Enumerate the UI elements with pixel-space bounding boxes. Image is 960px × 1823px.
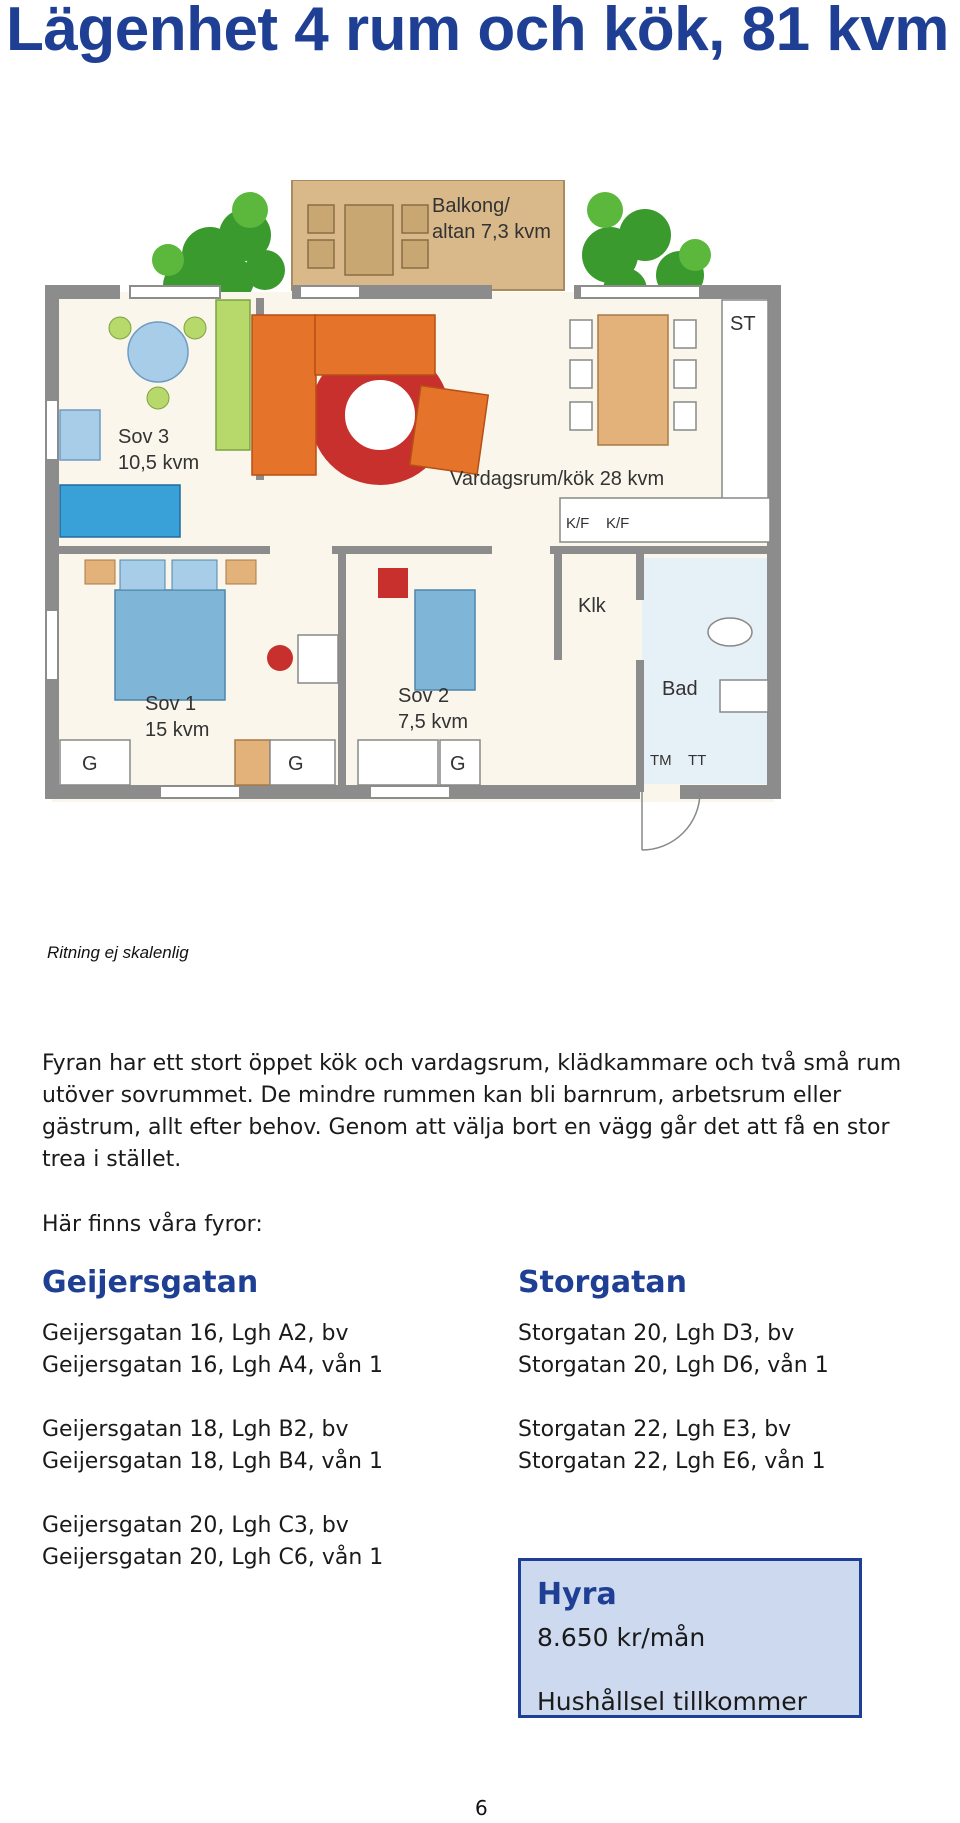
intro-text: Här finns våra fyror: (42, 1212, 263, 1237)
address-line: Storgatan 20, Lgh D3, bv (518, 1321, 795, 1346)
address-column-geijersgatan (42, 1262, 472, 1606)
address-group (518, 1318, 938, 1382)
floor-plan-drawing (40, 180, 920, 990)
toilet (708, 618, 752, 646)
heading-storgatan: Storgatan (518, 1265, 688, 1300)
balcony-label-2: altan 7,3 kvm (432, 221, 551, 243)
bed-single (415, 590, 475, 690)
red-chair (378, 568, 408, 598)
bed-double (115, 590, 225, 700)
address-line: Storgatan 20, Lgh D6, vån 1 (518, 1353, 829, 1378)
desk-sov1 (298, 635, 338, 683)
sov2-label-2: 7,5 kvm (398, 711, 469, 733)
address-line: Geijersgatan 20, Lgh C3, bv (42, 1513, 349, 1538)
sov3-label-2: 10,5 kvm (118, 452, 200, 474)
living-label: Vardagsrum/kök 28 kvm (450, 468, 665, 490)
page-title: Lägenhet 4 rum och kök, 81 kvm (6, 0, 949, 64)
address-group (518, 1414, 938, 1478)
address-group (42, 1414, 472, 1478)
sov2-label-1: Sov 2 (398, 685, 450, 707)
address-line: Geijersgatan 18, Lgh B2, bv (42, 1417, 349, 1442)
kf-label-2: K/F (606, 515, 630, 532)
address-line: Geijersgatan 20, Lgh C6, vån 1 (42, 1545, 384, 1570)
address-line: Geijersgatan 16, Lgh A4, vån 1 (42, 1353, 383, 1378)
address-line: Geijersgatan 16, Lgh A2, bv (42, 1321, 349, 1346)
tm-label: TM (650, 752, 672, 769)
tt-label: TT (688, 752, 707, 769)
stool (267, 645, 293, 671)
desk-sov2 (358, 740, 438, 785)
toy-shelf (60, 485, 180, 537)
heading-geijersgatan: Geijersgatan (42, 1265, 259, 1300)
balcony-furniture (308, 205, 428, 275)
address-line: Storgatan 22, Lgh E6, vån 1 (518, 1449, 826, 1474)
sov1-label-1: Sov 1 (145, 693, 197, 715)
wardrobe-sov1b (235, 740, 270, 785)
page-number: 6 (475, 1796, 488, 1820)
rent-box (518, 1558, 862, 1718)
kf-label-1: K/F (566, 515, 590, 532)
rent-title: Hyra (537, 1577, 617, 1612)
scale-note: Ritning ej skalenlig (47, 943, 189, 962)
g-label-1: G (82, 753, 98, 775)
address-column-storgatan (518, 1262, 938, 1510)
dining-table (598, 315, 668, 445)
address-line: Geijersgatan 18, Lgh B4, vån 1 (42, 1449, 383, 1474)
klk-label: Klk (578, 595, 606, 617)
green-shelf (216, 300, 250, 450)
bad-label: Bad (662, 678, 698, 700)
address-line: Storgatan 22, Lgh E3, bv (518, 1417, 792, 1442)
g-label-2: G (288, 753, 304, 775)
balcony-label-1: Balkong/ (432, 195, 510, 217)
round-table (128, 322, 188, 382)
desk-sov3 (60, 410, 100, 460)
sov1-label-2: 15 kvm (145, 719, 210, 741)
address-group (42, 1510, 472, 1574)
coffee-table (344, 379, 416, 451)
rent-note: Hushållsel tillkommer (537, 1687, 807, 1716)
bathroom-floor (642, 558, 774, 784)
address-group (42, 1318, 472, 1382)
g-label-3: G (450, 753, 466, 775)
floor-plan (40, 180, 920, 990)
sov3-label-1: Sov 3 (118, 426, 170, 448)
description: Fyran har ett stort öppet kök och vardagsrum, klädkammare och två små rum utöver sovrummet. De mindre rummen kan bli barnrum, arbetsrum eller gästrum, allt efter behov. Genom att välja bort en vägg går det att få en stor trea i stället. (42, 1051, 902, 1172)
kitchen-counter-bottom (560, 498, 770, 542)
sink (720, 680, 768, 712)
rent-price: 8.650 kr/mån (537, 1623, 706, 1652)
st-label: ST (730, 313, 756, 335)
